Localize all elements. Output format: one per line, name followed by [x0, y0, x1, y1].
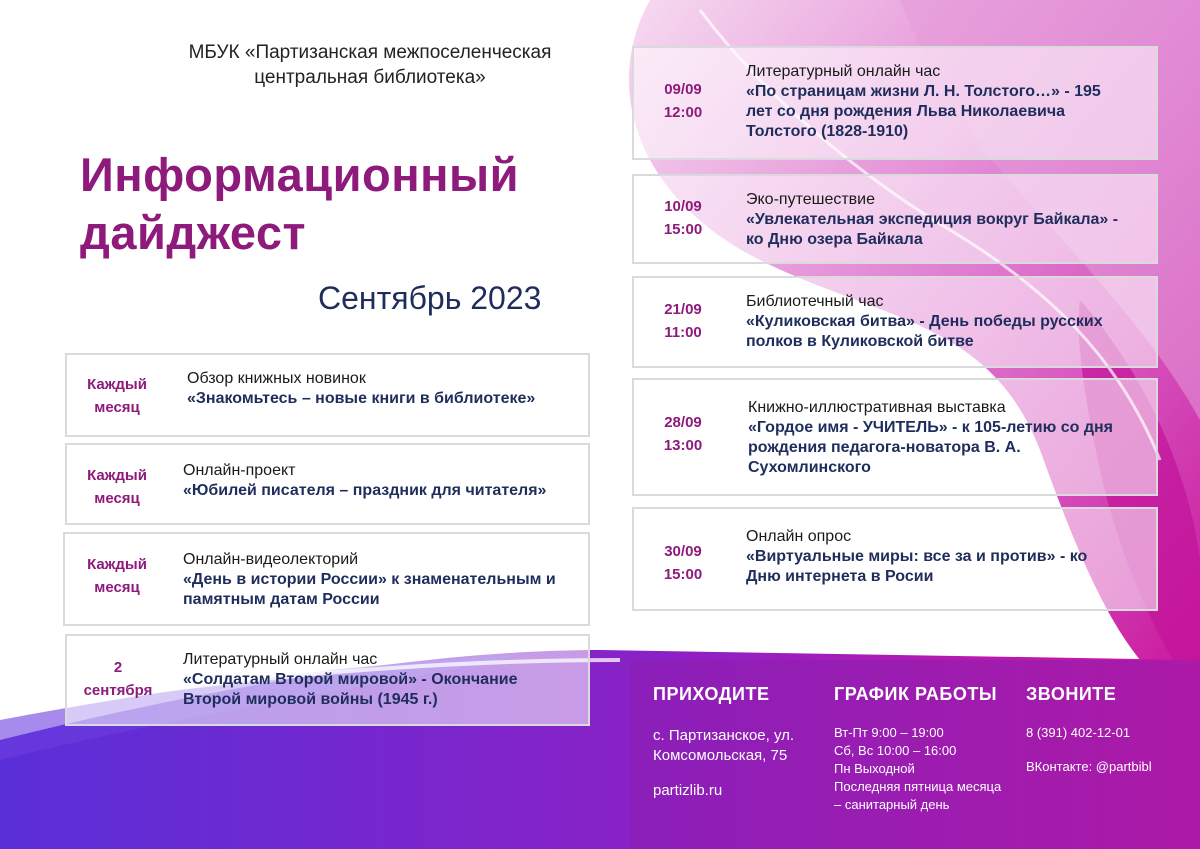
title-line-2: дайджест: [80, 206, 307, 259]
event-date-day: 10/09: [664, 198, 702, 215]
event-date: [634, 195, 732, 241]
event-date-time: 13:00: [663, 437, 703, 454]
event-type: Онлайн-проект: [183, 462, 296, 479]
event-type: Обзор книжных новинок: [187, 370, 366, 387]
schedule-line: Пн Выходной: [834, 761, 915, 776]
event-date: [634, 540, 732, 586]
event-date: [67, 656, 169, 702]
event-title: «День в истории России» к знаменательным и памятным датам России: [183, 571, 556, 608]
call-heading: ЗВОНИТЕ: [1026, 684, 1117, 704]
event-type: Онлайн-видеолекторий: [183, 551, 359, 568]
event-type: Литературный онлайн час: [746, 63, 941, 80]
event-date-day: 09/09: [664, 81, 702, 98]
event-date-line-1: Каждый: [87, 376, 147, 393]
event-date: [634, 298, 732, 344]
event-date: [67, 373, 167, 419]
event-type: Литературный онлайн час: [183, 651, 378, 668]
event-date-time: 11:00: [664, 324, 702, 341]
event-date-line-1: 2: [113, 659, 123, 676]
event-date-day: 28/09: [664, 414, 702, 431]
schedule-line: Последняя пятница месяца – санитарный день: [834, 779, 1002, 812]
event-date-time: 12:00: [663, 104, 703, 121]
event-date-line-2: месяц: [94, 490, 140, 507]
event-date: [67, 464, 167, 510]
event-title: «Куликовская битва» - День победы русских полков в Куликовской битве: [746, 313, 1103, 350]
schedule-line: Вт-Пт 9:00 – 19:00: [834, 725, 944, 740]
event-date-line-2: сентября: [83, 682, 153, 699]
event-card-left-2: [65, 443, 590, 525]
event-date: [634, 411, 732, 457]
visit-heading: ПРИХОДИТЕ: [653, 684, 770, 704]
event-date-line-1: Каждый: [87, 467, 147, 484]
organization-name: МБУК «Партизанская межпоселенческая центральная библиотека»: [188, 42, 552, 88]
event-date-line-2: месяц: [94, 579, 140, 596]
event-title: «Виртуальные миры: все за и против» - ко Дню интернета в Росии: [746, 548, 1088, 585]
event-card-right-4: [632, 378, 1158, 496]
schedule-line: Сб, Вс 10:00 – 16:00: [834, 743, 957, 758]
event-date-time: 15:00: [663, 566, 703, 583]
website-link[interactable]: partizlib.ru: [653, 782, 723, 799]
event-type: Эко-путешествие: [746, 191, 876, 208]
event-date-day: 21/09: [664, 301, 702, 318]
event-date-line-2: месяц: [94, 399, 140, 416]
event-card-left-4: [65, 634, 590, 726]
event-title: «По страницам жизни Л. Н. Толстого…» - 195 лет со дня рождения Льва Николаевича Толстого (1828-1910): [746, 83, 1101, 140]
event-title: «Гордое имя - УЧИТЕЛЬ» - к 105-летию со дня рождения педагога-новатора В. А. Сухомлинского: [748, 419, 1113, 476]
event-title: «Знакомьтесь – новые книги в библиотеке»: [187, 390, 536, 407]
phone-number[interactable]: 8 (391) 402-12-01: [1026, 725, 1131, 740]
event-type: Книжно-иллюстративная выставка: [748, 399, 1006, 416]
schedule-list: [834, 724, 1012, 814]
event-date-day: 30/09: [664, 543, 702, 560]
event-date: [65, 553, 169, 599]
event-type: Библиотечный час: [746, 293, 884, 310]
event-card-right-5: [632, 507, 1158, 611]
event-title: «Увлекательная экспедиция вокруг Байкала» - ко Дню озера Байкала: [746, 211, 1119, 248]
month-subtitle: Сентябрь 2023: [318, 280, 542, 316]
event-card-right-3: [632, 276, 1158, 368]
schedule-heading: ГРАФИК РАБОТЫ: [834, 684, 997, 704]
event-card-left-1: [65, 353, 590, 437]
event-card-left-3: [63, 532, 590, 626]
event-type: Онлайн опрос: [746, 528, 852, 545]
vk-link[interactable]: ВКонтакте: @partbibl: [1026, 759, 1152, 774]
event-title: «Солдатам Второй мировой» - Окончание Второй мировой войны (1945 г.): [183, 671, 518, 708]
event-date-time: 15:00: [663, 221, 703, 238]
event-date-line-1: Каждый: [87, 556, 147, 573]
page-title: [80, 146, 519, 262]
event-card-right-2: [632, 174, 1158, 264]
event-date: [634, 78, 732, 124]
title-line-1: Информационный: [80, 148, 520, 201]
event-card-right-1: [632, 46, 1158, 160]
event-title: «Юбилей писателя – праздник для читателя»: [183, 482, 547, 499]
address: с. Партизанское, ул. Комсомольская, 75: [653, 727, 795, 764]
